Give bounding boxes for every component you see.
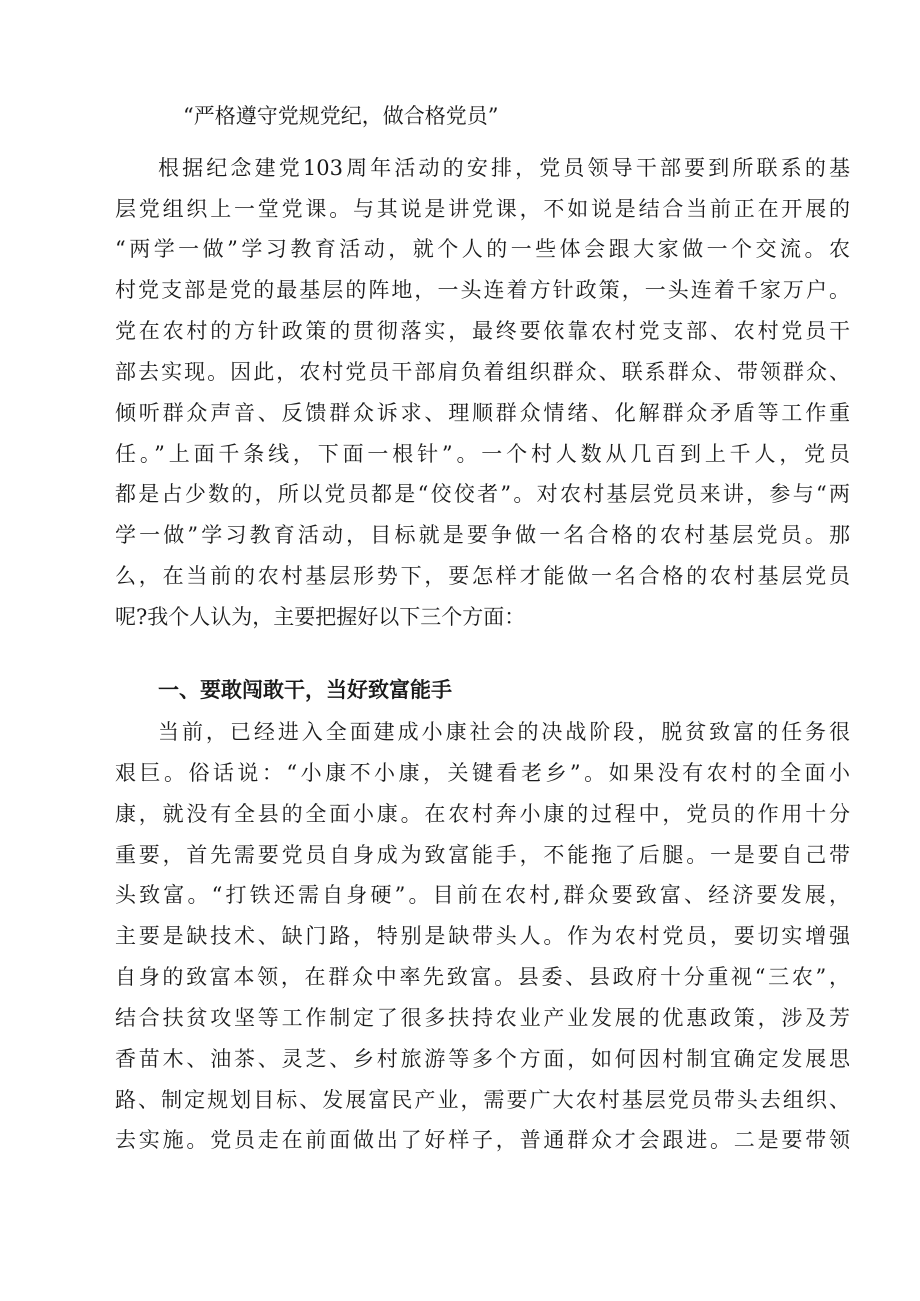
paragraph-line: 根据纪念建党103周年活动的安排，党员领导干部要到所联系的基 [158,156,850,180]
paragraph-line: 层党组织上一堂党课。与其说是讲党课，不如说是结合当前正在开展的 [115,197,850,221]
document-title: “严格遵守党规党纪，做合格党员” [183,104,499,128]
paragraph-line: 香苗木、油茶、灵芝、乡村旅游等多个方面，如何因村制宜确定发展思 [115,1047,850,1071]
paragraph-line: 结合扶贫攻坚等工作制定了很多扶持农业产业发展的优惠政策，涉及芳 [115,1006,850,1030]
paragraph-line: 党在农村的方针政策的贯彻落实，最终要依靠农村党支部、农村党员干 [115,319,850,343]
paragraph-line: 头致富。“打铁还需自身硬”。目前在农村,群众要致富、经济要发展， [115,883,850,907]
paragraph-line: 学一做”学习教育活动，目标就是要争做一名合格的农村基层党员。那 [115,523,850,547]
paragraph-line: 重要，首先需要党员自身成为致富能手，不能拖了后腿。一是要自己带 [115,843,850,867]
paragraph-line: 艰巨。俗话说：“小康不小康，关键看老乡”。如果没有农村的全面小 [115,761,850,785]
paragraph-line: 去实施。党员走在前面做出了好样子，普通群众才会跟进。二是要带领 [115,1128,850,1152]
paragraph-line: 康，就没有全县的全面小康。在农村奔小康的过程中，党员的作用十分 [115,802,850,826]
section-heading: 一、要敢闯敢干，当好致富能手 [158,678,452,702]
paragraph-line: 当前，已经进入全面建成小康社会的决战阶段，脱贫致富的任务很 [158,720,850,744]
paragraph-line: 任。”上面千条线，下面一根针”。一个村人数从几百到上千人，党员 [115,442,850,466]
paragraph-line: 主要是缺技术、缺门路，特别是缺带头人。作为农村党员，要切实增强 [115,924,850,948]
paragraph-line: 倾听群众声音、反馈群众诉求、理顺群众情绪、化解群众矛盾等工作重 [115,401,850,425]
paragraph-line: 呢?我个人认为，主要把握好以下三个方面： [115,605,526,629]
paragraph-line: 路、制定规划目标、发展富民产业，需要广大农村基层党员带头去组织、 [115,1088,850,1112]
paragraph-line: 部去实现。因此，农村党员干部肩负着组织群众、联系群众、带领群众、 [115,360,850,384]
paragraph-line: 么，在当前的农村基层形势下，要怎样才能做一名合格的农村基层党员 [115,564,850,588]
paragraph-line: 都是占少数的，所以党员都是“佼佼者”。对农村基层党员来讲，参与“两 [115,482,850,506]
paragraph-line: 自身的致富本领，在群众中率先致富。县委、县政府十分重视“三农”， [115,965,850,989]
paragraph-line: “两学一做”学习教育活动，就个人的一些体会跟大家做一个交流。农 [115,237,850,261]
paragraph-line: 村党支部是党的最基层的阵地，一头连着方针政策，一头连着千家万户。 [115,278,850,302]
